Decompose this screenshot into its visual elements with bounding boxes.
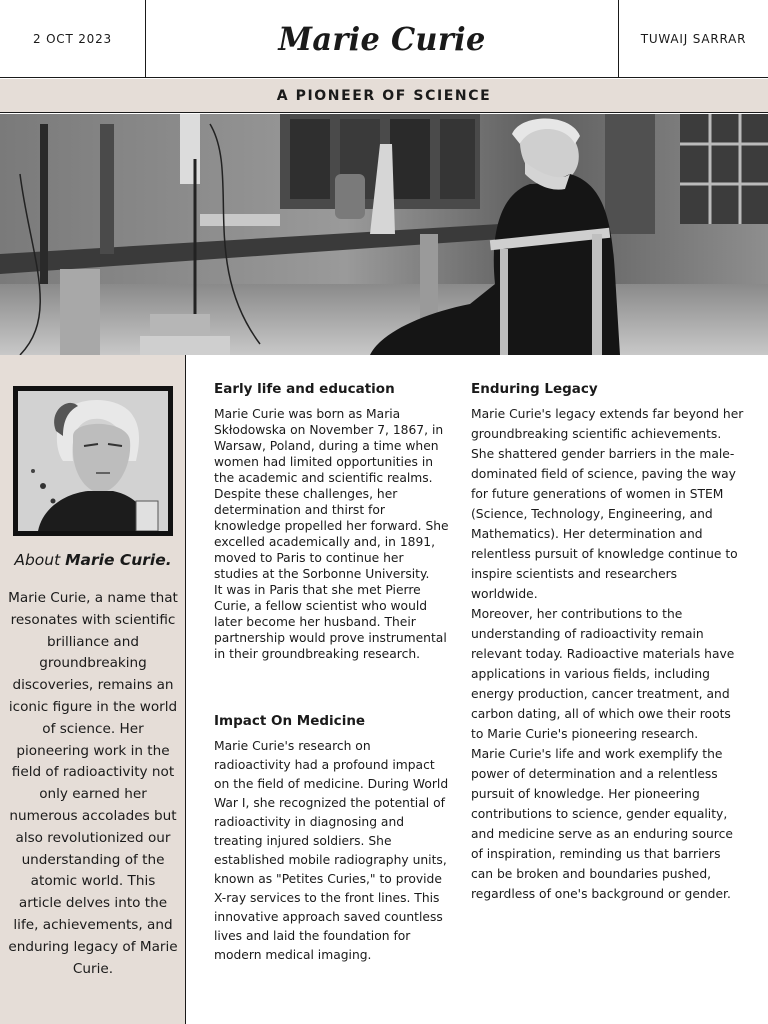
early-life-paragraph: Marie Curie was born as Maria Skłodowska on November 7, 1867, in Warsaw, Poland, during a time when women had limited opportunities in the academic and scientific realms. Despite these challenges, her determination and thirst for knowledge propelled her forward. She excelled academically and, in 1891, moved to Paris to continue her studies at the Sorbonne University. — [214, 407, 449, 581]
subtitle-bar: A PIONEER OF SCIENCE — [0, 79, 768, 113]
hero-photo — [0, 114, 768, 355]
portrait-illustration — [13, 386, 173, 536]
impact-paragraph: Marie Curie's research on radioactivity had a profound impact on the field of medicine. During World War I, she recognized the potential of radioactivity in diagnosing and treating injured soldiers. She established mobile radiography units, known as "Petites Curies," to provide X-ray services to the front lines. This innovative approach saved countless lives and laid the foundation for modern medical imaging. — [214, 739, 449, 962]
issue-date: 2 OCT 2023 — [0, 0, 146, 78]
author-name: TUWAIJ SARRAR — [618, 0, 768, 78]
legacy-paragraph: Marie Curie's legacy extends far beyond her groundbreaking scientific achievements. She shattered gender barriers in the male-dominated field of science, paving the way for future generations of women in STEM (Science, Technology, Engineering, and Mathematics). Her determination and relentless pursuit of knowledge continue to inspire scientists and researchers worldwide. — [471, 407, 744, 601]
legacy-paragraph: Marie Curie's life and work exemplify the power of determination and a relentless pursuit of knowledge. Her pioneering contributions to science, gender equality, and medicine serve as an enduring source of inspiration, reminding us that barriers can be broken and boundaries pushed, regardless of one's background or gender. — [471, 747, 733, 901]
marie-curie-portrait — [18, 391, 168, 531]
laboratory-photo — [0, 114, 768, 355]
impact-heading: Impact On Medicine — [214, 713, 366, 729]
legacy-paragraph: Moreover, her contributions to the understanding of radioactivity remain relevant today. Radioactive materials have applications in various fields, including energy production, cancer treatment, and carbon dating, all of which owe their roots to Marie Curie's pioneering research. — [471, 607, 735, 741]
about-prefix: About — [14, 551, 66, 569]
page-header — [0, 0, 768, 78]
early-life-heading: Early life and education — [214, 381, 395, 397]
early-life-body — [214, 406, 450, 662]
page-title: Marie Curie — [278, 20, 486, 58]
early-life-paragraph: It was in Paris that she met Pierre Curie, a fellow scientist who would later become her husband. Their partnership would prove instrumental in their groundbreaking research. — [214, 583, 447, 661]
legacy-heading: Enduring Legacy — [471, 381, 598, 397]
legacy-body — [471, 404, 746, 904]
impact-body — [214, 737, 450, 965]
about-heading — [0, 551, 186, 569]
about-text: Marie Curie, a name that resonates with scientific brilliance and groundbreaking discoveries, remains an iconic figure in the world of science. Her pioneering work in the field of radioactivity not only earned her numerous accolades but also revolutionized our understanding of the atomic world. This article delves into the life, achievements, and enduring legacy of Marie Curie. — [8, 590, 178, 977]
about-name: Marie Curie. — [65, 551, 172, 569]
